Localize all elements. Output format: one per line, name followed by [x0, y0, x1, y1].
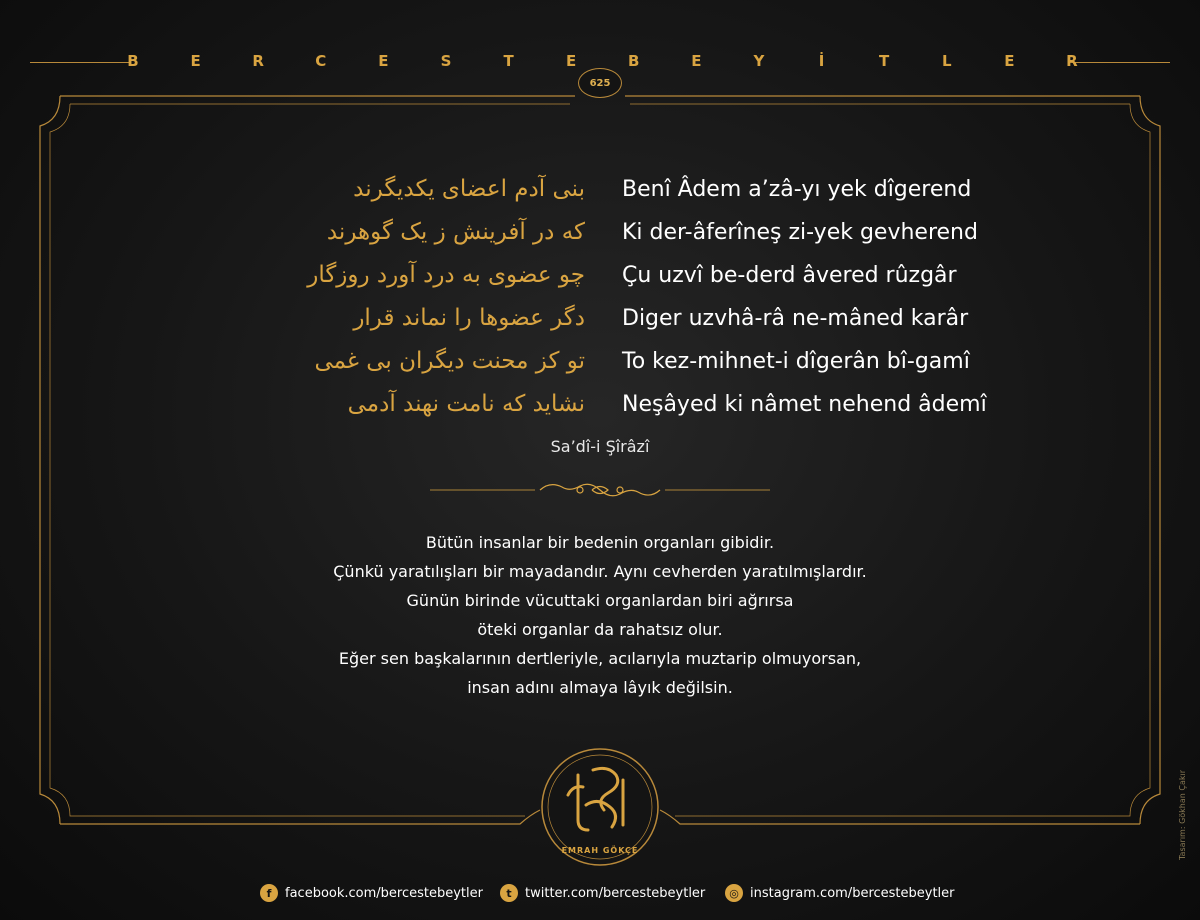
turkish-verse-line: Ki der-âferîneş zi-yek gevherend: [622, 220, 978, 245]
header-letter: E: [190, 52, 201, 70]
designer-credit: Tasarım: Gökhan Çakır: [1178, 769, 1187, 860]
turkish-verse-line: To kez-mihnet-i dîgerân bî-gamî: [622, 349, 970, 374]
persian-verse-line: نشاید که نامت نهند آدمی: [347, 391, 585, 417]
seal-name: EMRAH GÖKÇE: [561, 846, 639, 855]
persian-verse-line: بنی آدم اعضای یکدیگرند: [353, 176, 585, 202]
twitter-url: twitter.com/bercestebeytler: [525, 885, 706, 901]
header-letter: E: [1004, 52, 1015, 70]
header-letter: E: [566, 52, 577, 70]
facebook-link[interactable]: [260, 884, 483, 902]
header-letter: Y: [753, 52, 765, 70]
header-letter: İ: [818, 52, 825, 70]
turkish-verses: [622, 168, 1062, 426]
persian-verse-line: دگر عضوها را نماند قرار: [353, 305, 585, 331]
header-letter: T: [879, 52, 890, 70]
translation-line: Eğer sen başkalarının dertleriyle, acılarıyla muztarip olmuyorsan,: [338, 649, 862, 668]
issue-number-badge: 625: [578, 68, 622, 98]
instagram-link[interactable]: [725, 884, 955, 902]
header-letter: S: [440, 52, 452, 70]
translation-line: Bütün insanlar bir bedenin organları gibidir.: [425, 533, 775, 552]
persian-verse-line: تو کز محنت دیگران بی غمی: [314, 348, 585, 374]
persian-verse-line: چو عضوی به درد آورد روزگار: [307, 262, 585, 288]
turkish-verse-line: Neşâyed ki nâmet nehend âdemî: [622, 392, 987, 417]
header-letter: T: [503, 52, 514, 70]
header-letter: E: [691, 52, 702, 70]
turkish-translation: [0, 528, 1200, 702]
header-letter: C: [315, 52, 327, 70]
header-letter: R: [252, 52, 264, 70]
translation-line: öteki organlar da rahatsız olur.: [477, 620, 723, 639]
header-letter: R: [1066, 52, 1078, 70]
header-letter: B: [127, 52, 139, 70]
translation-line: Günün birinde vücuttaki organlardan biri ağrırsa: [406, 591, 794, 610]
twitter-link[interactable]: [500, 884, 705, 902]
header-letter: B: [628, 52, 640, 70]
poet-name: Sa’dî-i Şîrâzî: [550, 437, 650, 456]
translation-line: insan adını almaya lâyık değilsin.: [467, 678, 733, 697]
header-letter: L: [941, 52, 952, 70]
header-rule-left: [30, 62, 130, 63]
turkish-verse-line: Diger uzvhâ-râ ne-mâned karâr: [622, 306, 969, 331]
header-rule-right: [1070, 62, 1170, 63]
translation-line: Çünkü yaratılışları bir mayadandır. Aynı cevherden yaratılmışlardır.: [333, 562, 867, 581]
instagram-icon: ◎: [725, 884, 743, 902]
header-letter: E: [378, 52, 389, 70]
persian-verse-line: که در آفرینش ز یک گوهرند: [326, 219, 585, 245]
ornament-divider: [430, 478, 770, 500]
twitter-icon: t: [500, 884, 518, 902]
facebook-icon: f: [260, 884, 278, 902]
turkish-verse-line: Çu uzvî be-derd âvered rûzgâr: [622, 263, 957, 288]
instagram-url: instagram.com/bercestebeytler: [750, 885, 955, 901]
facebook-url: facebook.com/bercestebeytler: [285, 885, 483, 901]
persian-verses: [250, 168, 585, 426]
turkish-verse-line: Benî Âdem a’zâ-yı yek dîgerend: [622, 177, 972, 202]
